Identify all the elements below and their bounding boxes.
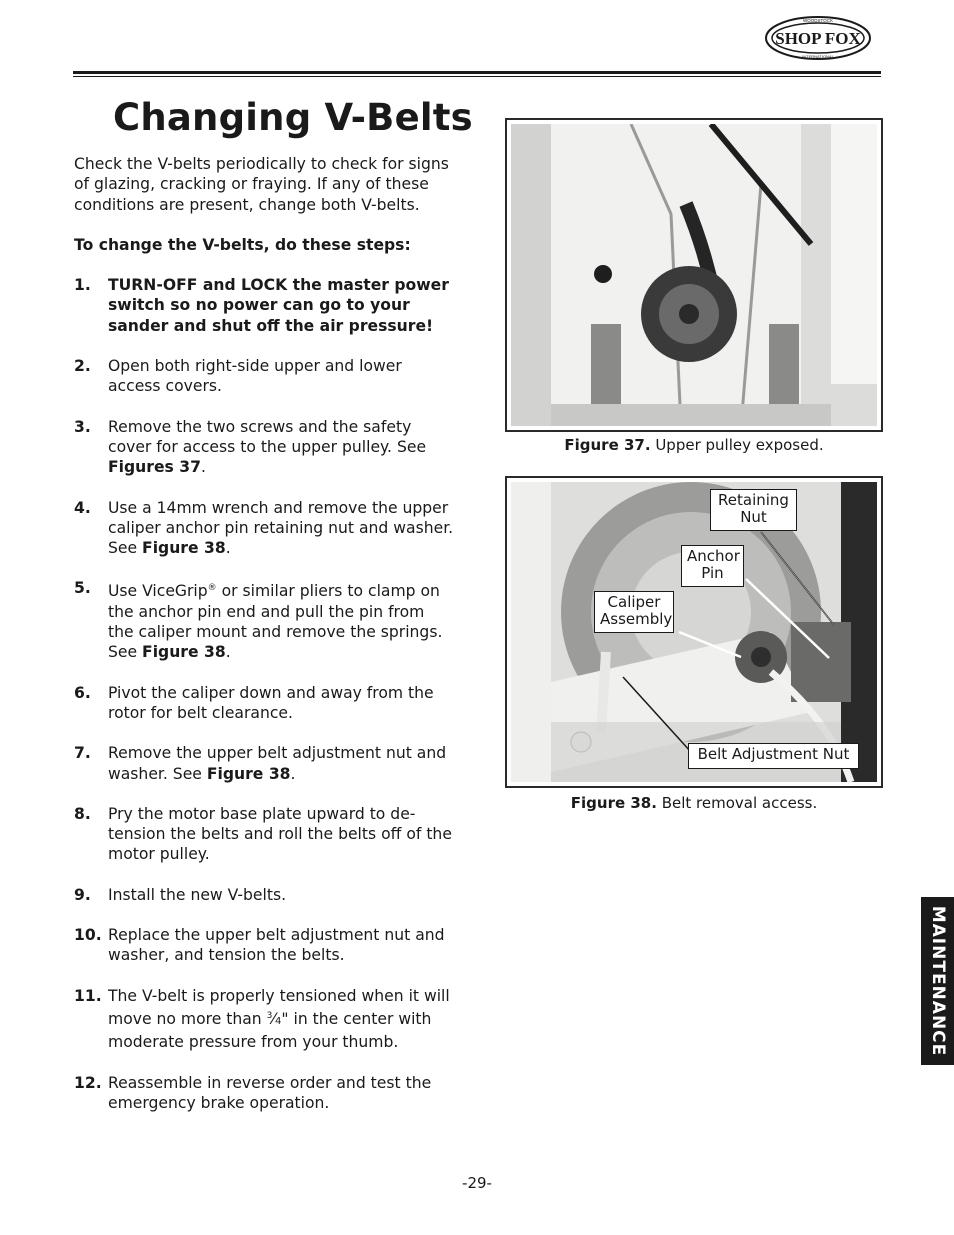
step-5	[74, 578, 454, 662]
step-6	[74, 683, 454, 724]
step-7	[74, 743, 454, 784]
callout-anchor-pin: Anchor Pin	[681, 545, 744, 587]
step-number: 10.	[74, 926, 102, 945]
section-tab-label: MAINTENANCE	[927, 905, 948, 1057]
step-number: 2.	[74, 357, 91, 376]
figure-38-photo	[505, 476, 883, 788]
shop-fox-logo	[764, 14, 872, 62]
step-10	[74, 925, 454, 966]
step-9	[74, 885, 454, 905]
section-tab	[921, 897, 954, 1065]
step-number: 7.	[74, 744, 91, 763]
step-1	[74, 275, 454, 336]
callout-belt-adjustment-nut: Belt Adjustment Nut	[688, 743, 859, 769]
step-number: 12.	[74, 1073, 102, 1092]
step-number: 5.	[74, 579, 91, 598]
step-8	[74, 804, 454, 865]
step-text: Pry the motor base plate upward to de-tension the belts and roll the belts off of the motor pulley.	[108, 804, 452, 864]
step-number: 6.	[74, 683, 91, 702]
step-text: The V-belt is properly tensioned when it will move no more than $^3$⁄4" in the center with moderate pressure from your thumb.	[108, 986, 450, 1052]
figure-reference: Figure 38	[142, 643, 226, 662]
step-12	[74, 1073, 454, 1114]
step-3	[74, 417, 454, 478]
step-number: 11.	[74, 986, 102, 1005]
step-text: Reassemble in reverse order and test the emergency brake operation.	[108, 1073, 432, 1112]
step-text: TURN-OFF and LOCK the master power switch so no power can go to your sander and shut off the air pressure!	[108, 276, 449, 335]
callout-retaining-nut: Retaining Nut	[710, 489, 797, 531]
step-text: Pivot the caliper down and away from the rotor for belt clearance.	[108, 683, 434, 722]
step-text: Install the new V-belts.	[108, 885, 287, 904]
callout-caliper-assembly: Caliper Assembly	[594, 591, 674, 633]
page-number: -29-	[462, 1174, 492, 1192]
steps-lead: To change the V-belts, do these steps:	[74, 235, 411, 254]
step-text: Use a 14mm wrench and remove the upper caliper anchor pin retaining nut and washer. See Figure 38.	[108, 498, 454, 558]
registered-mark: ®	[207, 583, 217, 594]
figure-38-caption: Figure 38. Belt removal access.	[570, 794, 818, 812]
step-number: 4.	[74, 498, 91, 517]
step-text: Open both right-side upper and lower access covers.	[108, 357, 402, 396]
figure-reference: Figure 38	[206, 764, 291, 783]
page-title: Changing V-Belts	[113, 96, 473, 139]
header-rule-thin	[73, 76, 881, 77]
figure-reference: Figure 38	[142, 539, 226, 558]
figure-37-photo	[505, 118, 883, 432]
step-number: 8.	[74, 804, 91, 823]
step-number: 9.	[74, 885, 91, 904]
step-number: 1.	[74, 276, 91, 295]
step-2	[74, 356, 454, 397]
step-text: Remove the upper belt adjustment nut and washer. See Figure 38.	[108, 744, 447, 783]
step-4	[74, 498, 454, 559]
step-text: Use ViceGrip® or similar pliers to clamp on the anchor pin end and pull the pin from the caliper mount and remove the springs. See Figure 38.	[108, 582, 443, 662]
figure-reference: Figures 37	[108, 458, 201, 477]
intro-paragraph: Check the V-belts periodically to check for signs of glazing, cracking or fraying. If any of these conditions are present, change both V-belts.	[74, 155, 449, 214]
step-text: Replace the upper belt adjustment nut and washer, and tension the belts.	[108, 926, 445, 965]
header-rule	[73, 71, 881, 74]
svg-text:INTERNATIONAL: INTERNATIONAL	[802, 54, 834, 59]
svg-text:SHOP FOX: SHOP FOX	[775, 29, 861, 48]
step-number: 3.	[74, 417, 91, 436]
figure-37-caption: Figure 37. Upper pulley exposed.	[564, 436, 824, 454]
instructions-column	[74, 154, 454, 1133]
step-text: Remove the two screws and the safety cover for access to the upper pulley. See Figures 37.	[108, 417, 427, 477]
svg-text:WOODSTOCK: WOODSTOCK	[803, 18, 833, 23]
step-11	[74, 986, 454, 1053]
